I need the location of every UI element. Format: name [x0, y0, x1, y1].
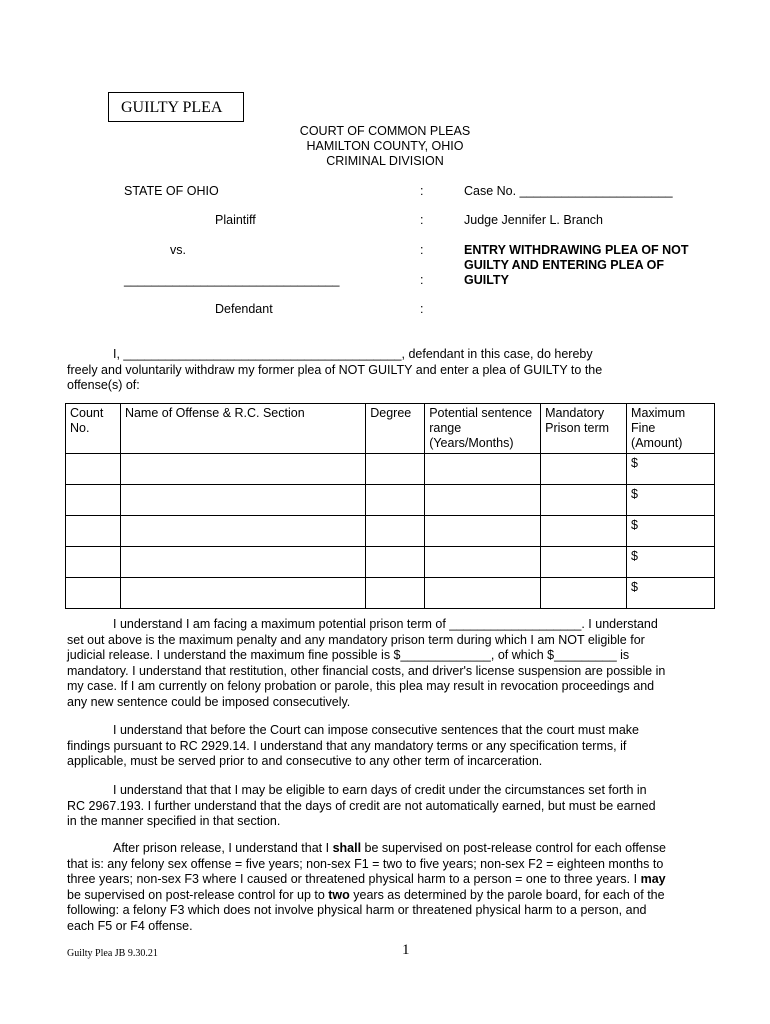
table-header-row	[66, 404, 715, 454]
caption-plaintiff: Plaintiff	[215, 213, 256, 227]
offense-name-cell[interactable]	[120, 485, 365, 516]
prc-emphasis-shall: shall	[332, 841, 362, 855]
caption-colon: :	[420, 184, 424, 198]
table-row	[66, 485, 715, 516]
caption-state: STATE OF OHIO	[124, 184, 219, 198]
judge-name: Judge Jennifer L. Branch	[464, 213, 603, 227]
paragraph-consecutive-sentences: I understand that before the Court can impose consecutive sentences that the court must make findings pursuant to RC 2929.14. I understand that any mandatory terms or any specification terms, if applicable, must be served prior to and consecutive to any other term of incarceration.	[67, 723, 639, 768]
entry-title-line1: ENTRY WITHDRAWING PLEA OF NOT	[464, 243, 689, 257]
degree-cell[interactable]	[366, 516, 425, 547]
fine-cell[interactable]: $	[627, 485, 715, 516]
offense-name-cell[interactable]	[120, 547, 365, 578]
prc-emphasis-may: may	[640, 872, 666, 886]
paragraph-post-release-control	[67, 841, 667, 934]
table-row	[66, 516, 715, 547]
paragraph-max-penalty: I understand I am facing a maximum potential prison term of ___________________. I understand set out above is the maximum penalty and any mandatory prison term during which I am NOT eligible for judicial release. I understand the maximum fine possible is $_____________, of which $_________ is mandatory. I understand that restitution, other financial costs, and driver's license suspension are possible in my case. If I am currently on felony probation or parole, this plea may result in revocation proceedings and any new sentence could be imposed consecutively.	[67, 617, 666, 709]
sentence-range-cell[interactable]	[425, 485, 541, 516]
header-count: Count No.	[66, 404, 121, 454]
sentence-range-cell[interactable]	[425, 454, 541, 485]
intro-line: freely and voluntarily withdraw my former plea of NOT GUILTY and enter a plea of GUILTY to the	[67, 362, 603, 377]
caption-defendant: Defendant	[215, 302, 273, 316]
count-cell[interactable]	[66, 485, 121, 516]
fine-cell[interactable]: $	[627, 454, 715, 485]
header-potential-sentence: Potential sentence range (Years/Months)	[425, 404, 541, 454]
header-offense-name: Name of Offense & R.C. Section	[120, 404, 365, 454]
page-number: 1	[402, 942, 410, 958]
fine-cell[interactable]: $	[627, 578, 715, 609]
table-row	[66, 454, 715, 485]
caption-colon: :	[420, 243, 424, 257]
count-cell[interactable]	[66, 578, 121, 609]
sentence-range-cell[interactable]	[425, 578, 541, 609]
sentence-range-cell[interactable]	[425, 547, 541, 578]
header-degree: Degree	[366, 404, 425, 454]
entry-title-line3: GUILTY	[464, 273, 509, 287]
caption-defendant-blank: _______________________________	[124, 273, 340, 287]
prc-emphasis-two: two	[328, 887, 350, 902]
court-division: CRIMINAL DIVISION	[326, 154, 444, 168]
offense-name-cell[interactable]	[120, 454, 365, 485]
count-cell[interactable]	[66, 516, 121, 547]
fine-cell[interactable]: $	[627, 516, 715, 547]
caption-colon: :	[420, 213, 424, 227]
prc-text: be supervised on post-release control for each offense that is: any felony sex offense = five years; non-sex F1 = two to five years; non-sex F2 = eighteen months to three years; non-sex F3 where I caused or threatened physical harm to a person = one to three years. I	[67, 841, 666, 886]
degree-cell[interactable]	[366, 485, 425, 516]
offense-table	[65, 403, 715, 609]
caption-vs: vs.	[170, 243, 186, 257]
document-title-box: GUILTY PLEA	[108, 92, 244, 122]
table-row	[66, 547, 715, 578]
mandatory-term-cell[interactable]	[541, 454, 627, 485]
header-mandatory-term: Mandatory Prison term	[541, 404, 627, 454]
intro-paragraph	[67, 347, 727, 394]
prc-text: years as determined by the parole board, for each of the following: a felony F3 which does not involve physical harm or threatened physical harm to a person, and each F5 or F4 offense.	[67, 887, 665, 933]
table-row	[66, 578, 715, 609]
count-cell[interactable]	[66, 454, 121, 485]
mandatory-term-cell[interactable]	[541, 516, 627, 547]
caption-colon: :	[420, 273, 424, 287]
mandatory-term-cell[interactable]	[541, 578, 627, 609]
prc-text: After prison release, I understand that I	[113, 841, 333, 855]
intro-line: I, ________________________________________, defendant in this case, do hereby	[113, 347, 593, 361]
mandatory-term-cell[interactable]	[541, 547, 627, 578]
caption-colon: :	[420, 302, 424, 316]
header-maximum-fine: Maximum Fine (Amount)	[627, 404, 715, 454]
case-number-field: Case No. ______________________	[464, 184, 673, 198]
mandatory-term-cell[interactable]	[541, 485, 627, 516]
sentence-range-cell[interactable]	[425, 516, 541, 547]
degree-cell[interactable]	[366, 547, 425, 578]
offense-name-cell[interactable]	[120, 516, 365, 547]
count-cell[interactable]	[66, 547, 121, 578]
offense-name-cell[interactable]	[120, 578, 365, 609]
degree-cell[interactable]	[366, 454, 425, 485]
court-county: HAMILTON COUNTY, OHIO	[306, 139, 464, 153]
intro-line: offense(s) of:	[67, 378, 140, 392]
prc-text: be supervised on post-release control for up to	[67, 887, 329, 902]
fine-cell[interactable]: $	[627, 547, 715, 578]
footer-form-id: Guilty Plea JB 9.30.21	[67, 948, 158, 959]
paragraph-days-credit: I understand that that I may be eligible to earn days of credit under the circumstances set forth in RC 2967.193. I further understand that the days of credit are not automatically earned, but must be earned in the manner specified in that section.	[67, 783, 656, 828]
court-name: COURT OF COMMON PLEAS	[299, 124, 471, 138]
entry-title-line2: GUILTY AND ENTERING PLEA OF	[464, 258, 665, 272]
degree-cell[interactable]	[366, 578, 425, 609]
